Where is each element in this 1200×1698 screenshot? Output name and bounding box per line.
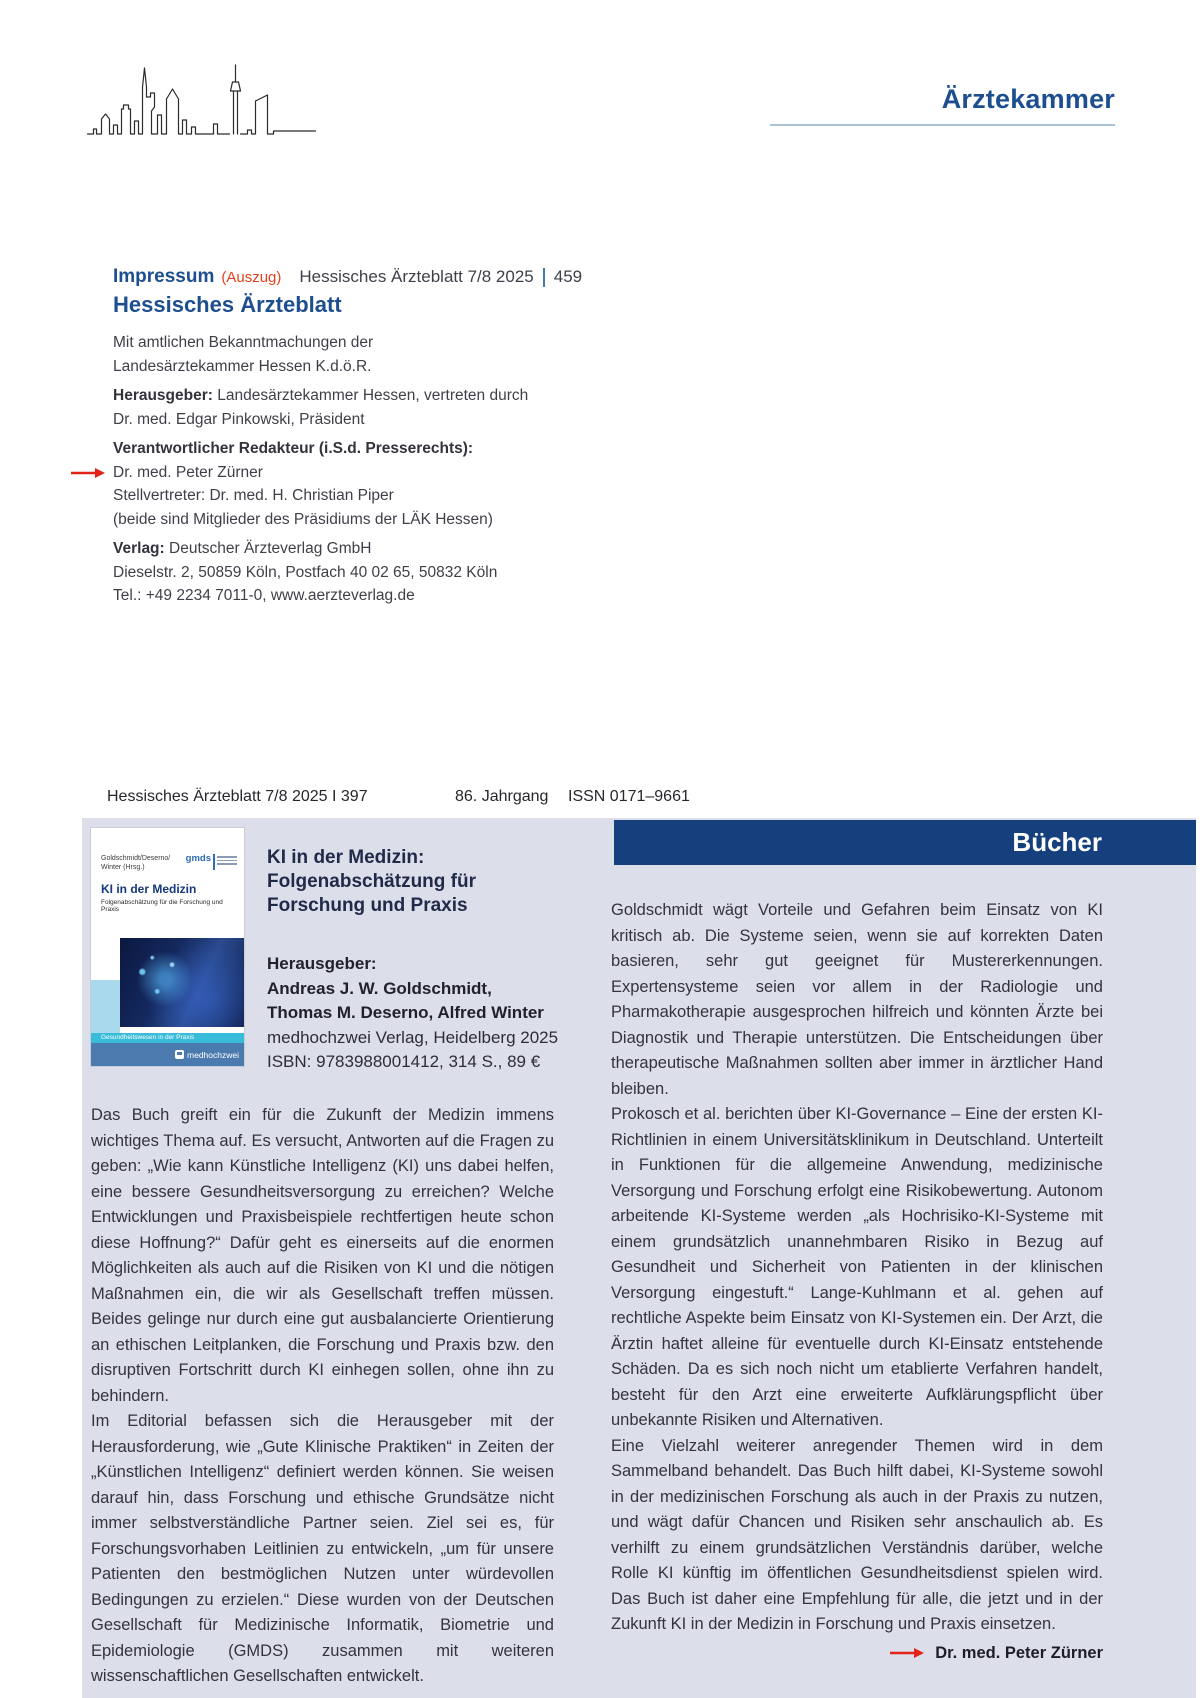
impressum-title: Impressum xyxy=(113,266,215,287)
book-title: KI in der Medizin: Folgenabschätzung für Forschung und Praxis xyxy=(267,847,476,916)
impressum-line: (beide sind Mitglieder des Präsidiums der LÄK Hessen) xyxy=(113,510,493,528)
issue-reference: Hessisches Ärzteblatt 7/8 2025 xyxy=(299,267,534,286)
review-column-left xyxy=(91,1103,554,1690)
review-paragraph: Das Buch greift ein für die Zukunft der Medizin immens wichtiges Thema auf. Es versucht, Antworten auf die Fragen zu geben: „Wie kann Künstliche Intelligenz (KI) uns dabei helfen, eine bessere Gesundheitsversorgung zu erreichen? Welche Entwicklungen und Praxisbeispiele rechtfertigen heute schon diese Hoffnung?“ Dafür geht es einerseits auf die enormen Möglichkeiten als auch auf die Risiken von KI und die nötigen Maßnahmen ein, die wir als Gesellschaft treffen müssen. Beides gelinge nur durch eine gut ausbalancierte Orientierung an ethischen Leitplanken, die Forschung und Praxis bzw. den disruptiven Fortschritt durch KI einhegen sollen, ohne ihn zu behindern. xyxy=(91,1106,554,1405)
cover-ai-photo xyxy=(120,938,244,1027)
cover-publisher-band xyxy=(91,1043,244,1066)
red-annotation-arrow xyxy=(889,1646,925,1660)
journal-title: Hessisches Ärzteblatt xyxy=(113,292,342,317)
impressum-line: Dieselstr. 2, 50859 Köln, Postfach 40 02 65, 50832 Köln xyxy=(113,563,498,581)
impressum-body xyxy=(113,331,593,608)
cover-subtitle: Folgenabschätzung für die Forschung und Praxis xyxy=(101,899,223,913)
impressum-line: Verlag: Deutscher Ärzteverlag GmbH xyxy=(113,540,372,557)
impressum-suffix: (Auszug) xyxy=(221,269,282,286)
review-column-right xyxy=(611,898,1103,1666)
impressum-line: Herausgeber: Landesärztekammer Hessen, vertreten durch xyxy=(113,387,529,404)
editor-names: Andreas J. W. Goldschmidt, xyxy=(267,978,492,998)
impressum-line: Verantwortlicher Redakteur (i.S.d. Presserechts): xyxy=(113,440,474,457)
book-details xyxy=(267,952,558,1075)
frankfurt-skyline-illustration xyxy=(85,58,320,148)
review-paragraph: Eine Vielzahl weiterer anregender Themen wird in dem Sammelband behandelt. Das Buch hilft dabei, KI-Systeme sowohl in der medizinischen Forschung als auch in der Praxis zu nutzen, und wägt dafür Chancen und Risiken sehr anschaulich ab. Es verhilft zu einem grundsätzlichen Verständnis darüber, welche Rolle KI künftig im öffentlichen Gesundheitsdienst spielen wird. Das Buch ist daher eine Empfehlung für alle, die jetzt und in der Zukunft KI in der Medizin in Forschung und Praxis einsetzen. xyxy=(611,1436,1103,1633)
footer-issn: ISSN 0171–9661 xyxy=(568,788,690,805)
footer-volume: 86. Jahrgang xyxy=(455,788,549,805)
gmds-logo: gmds xyxy=(186,854,237,870)
red-annotation-arrow xyxy=(70,466,106,480)
impressum-line: Landesärztekammer Hessen K.d.ö.R. xyxy=(113,357,372,375)
cover-side-strip xyxy=(91,980,120,1033)
impressum-heading xyxy=(113,266,582,288)
book-cover xyxy=(91,828,244,1066)
cover-series-band: Gesundheitswesen in der Praxis xyxy=(91,1033,244,1043)
section-header-rule xyxy=(770,124,1115,126)
impressum-line: Mit amtlichen Bekanntmachungen der xyxy=(113,334,374,351)
publisher-logo-text: medhochzwei xyxy=(187,1049,239,1060)
editors-label: Herausgeber: xyxy=(267,954,377,973)
medhochzwei-icon xyxy=(175,1050,184,1059)
footer-issue: Hessisches Ärzteblatt 7/8 2025 I 397 xyxy=(107,788,368,805)
section-header: Ärztekammer xyxy=(941,84,1115,114)
page-footer-row xyxy=(0,788,1200,810)
review-paragraph: Goldschmidt wägt Vorteile und Gefahren beim Einsatz von KI kritisch ab. Die Systeme seien, wenn sie auf korrekten Daten basieren, sehr gut geeignet für Mustererkennungen. Expertensysteme seien vor allem in der Radiologie und Pharmakotherapie ausgesprochen hilfreich und könnten Ärzte bei Diagnostik und Therapie unterstützen. Die Entscheidungen über therapeutische Maßnahmen sollten aber immer in ärztlicher Hand bleiben. xyxy=(611,901,1103,1098)
impressum-line: Stellvertreter: Dr. med. H. Christian Piper xyxy=(113,487,394,504)
review-paragraph: Prokosch et al. berichten über KI-Governance – Eine der ersten KI-Richtlinien in einem Universitätsklinikum in Deutschland. Unterteilt in Funktionen für die allgemeine Anwendung, medizinische Versorgung und Forschung erfolgt eine Risikobewertung. Autonom arbeitende KI-Systeme werden „als Hochrisiko-KI-Systeme mit einem grundsätzlich unannehmbaren Risiko in Bezug auf Gesundheit und Sicherheit von Patienten in der klinischen Versorgung eingestuft.“ Lange-Kuhlmann et al. gehen auf rechtliche Aspekte beim Einsatz von KI-Systemen ein. Der Arzt, die Ärztin haftet alleine für eventuelle durch KI-Einsatz entstehende Schäden. Da es sich noch nicht um etablierte Verfahren handelt, besteht für den Arzt eine erweiterte Aufklärungspflicht über unbekannte Risiken und Alternativen. xyxy=(611,1105,1103,1429)
separator-bar xyxy=(543,268,545,287)
editor-names: Thomas M. Deserno, Alfred Winter xyxy=(267,1003,544,1022)
impressum-line-responsible-editor: Dr. med. Peter Zürner xyxy=(113,463,263,481)
isbn-line: ISBN: 9783988001412, 314 S., 89 € xyxy=(267,1052,541,1071)
reviewer-name: Dr. med. Peter Zürner xyxy=(935,1643,1103,1662)
cover-authors: Goldschmidt/Deserno/ Winter (Hrsg.) xyxy=(101,855,171,871)
review-paragraph: Im Editorial befassen sich die Herausgeber mit der Herausforderung, wie „Gute Klinische Praktiken“ in Zeiten der „Künstlichen Intelligenz“ definiert werden können. Sie weisen darauf hin, dass Forschung und ethische Grundsätze nicht immer selbstverständliche Partner seien. Ziel sei es, für Forschungsvorhaben Leitlinien zu entwickeln, „um für unsere Patienten den bestmöglichen Nutzen unter würdevollen Bedingungen zu erzielen.“ Diese wurden von der Deutschen Gesellschaft für Medizinische Informatik, Biometrie und Epidemiologie (GMDS) zusammen mit weiteren wissenschaftlichen Gesellschaften entwickelt. xyxy=(91,1412,554,1685)
reviewer-signature xyxy=(611,1641,1103,1667)
publisher-line: medhochzwei Verlag, Heidelberg 2025 xyxy=(267,1027,559,1047)
impressum-line: Dr. med. Edgar Pinkowski, Präsident xyxy=(113,410,365,428)
cover-title: KI in der Medizin xyxy=(101,882,197,896)
impressum-line: Tel.: +49 2234 7011-0, www.aerzteverlag.de xyxy=(113,587,415,604)
page-number: 459 xyxy=(553,267,583,286)
books-section-banner: Bücher xyxy=(614,820,1196,865)
